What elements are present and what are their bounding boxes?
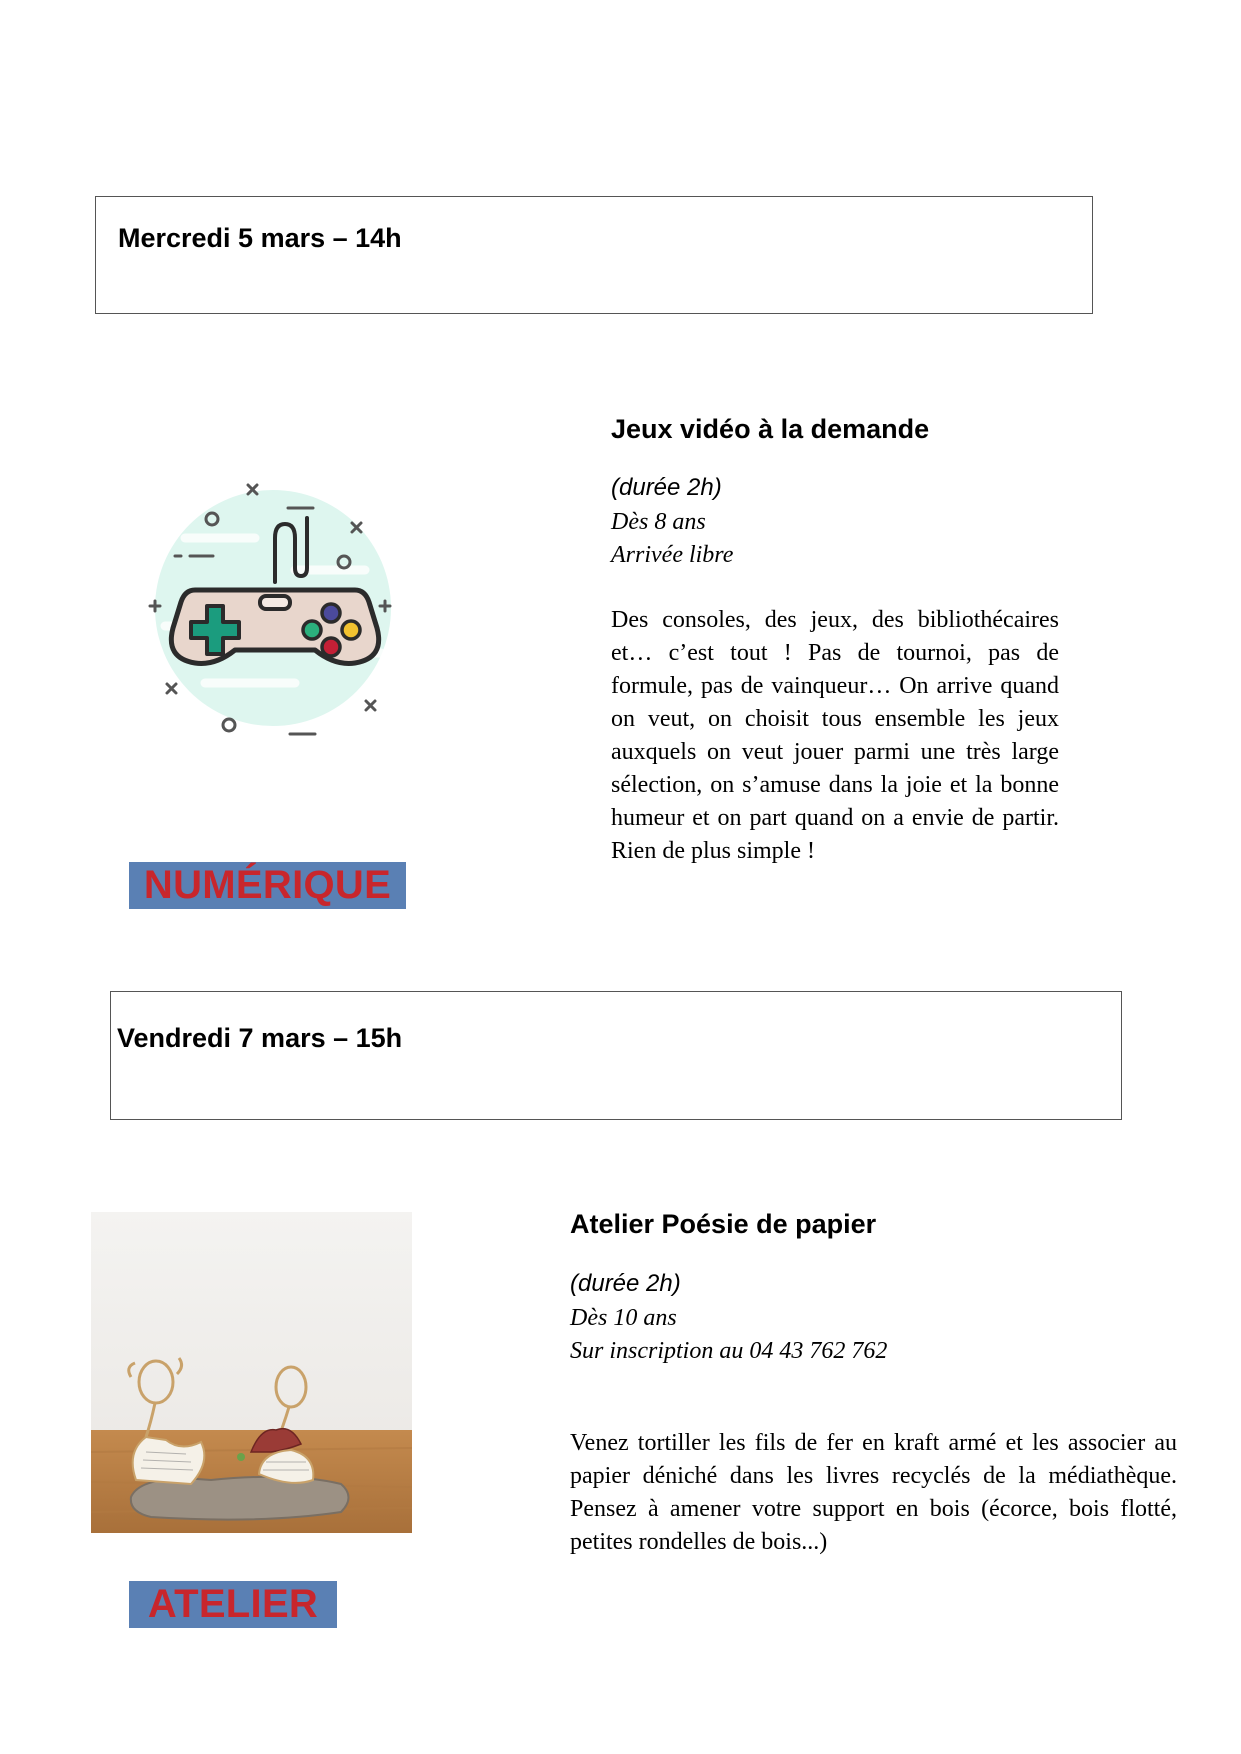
event-title-1: Jeux vidéo à la demande <box>611 414 930 444</box>
event-registration-1: Arrivée libre <box>611 542 734 568</box>
event-date-1: Mercredi 5 mars – 14h <box>118 223 402 253</box>
event-title-2: Atelier Poésie de papier <box>570 1209 877 1239</box>
gamepad-icon <box>145 478 405 738</box>
event-date-2: Vendredi 7 mars – 15h <box>117 1023 403 1053</box>
event-description-2: Venez tortiller les fils de fer en kraft armé et les associer au papier déniché dans les livres recyclés de la médiathèque. Pensez à amener votre support en bois (écorce, bois flotté, petites rondelles de bois...) <box>570 1430 1177 1555</box>
event-registration-2: Sur inscription au 04 43 762 762 <box>570 1338 888 1364</box>
category-tag-1: NUMÉRIQUE <box>129 862 406 909</box>
event-description-1: Des consoles, des jeux, des bibliothécaires et… c’est tout ! Pas de tournoi, pas de formule, pas de vainqueur… On arrive quand on veut, on choisit tous ensemble les jeux auxquels on veut jouer parmi une très large sélection, on s’amuse dans la joie et la bonne humeur et on part quand on a envie de partir. Rien de plus simple ! <box>611 607 1059 864</box>
event-age-1: Dès 8 ans <box>611 509 706 535</box>
date-box-2 <box>110 991 1122 1120</box>
date-box-1 <box>95 196 1093 314</box>
event-duration-1: (durée 2h) <box>611 474 722 501</box>
event-duration-2: (durée 2h) <box>570 1270 681 1297</box>
category-tag-2: ATELIER <box>129 1581 337 1628</box>
event-age-2: Dès 10 ans <box>570 1305 677 1331</box>
paper-figures-photo <box>91 1212 412 1533</box>
